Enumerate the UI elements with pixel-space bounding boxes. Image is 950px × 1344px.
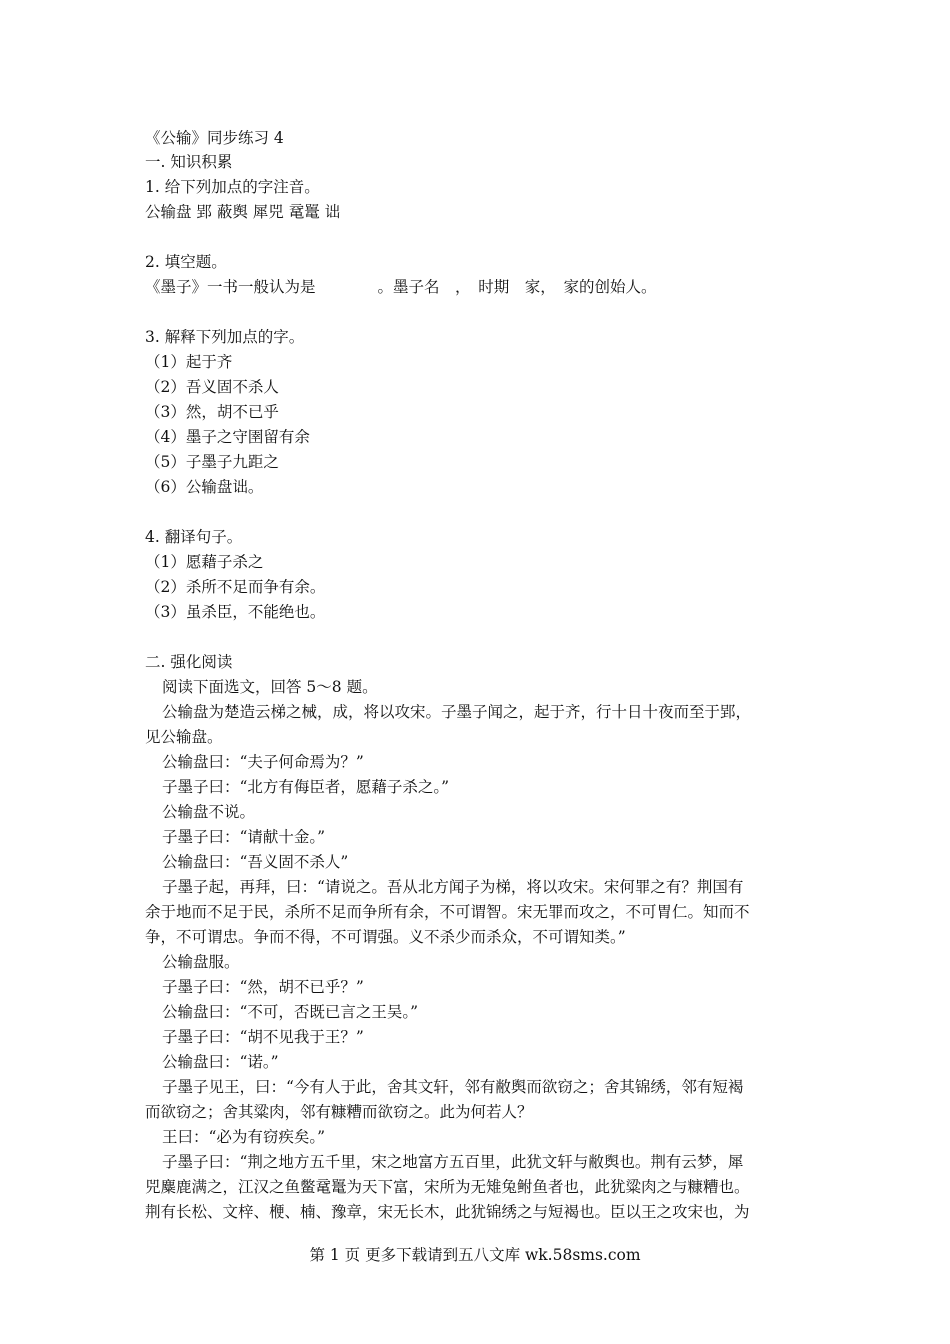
passage-line: 争，不可谓忠。争而不得，不可谓强。义不杀少而杀众，不可谓知类。”	[145, 928, 626, 946]
passage-line: 子墨子曰：“北方有侮臣者，愿藉子杀之。”	[162, 778, 450, 796]
question-3-item: （2）吾义固不杀人	[145, 378, 279, 396]
passage-line: 公输盘曰：“不可，否既已言之王吴。”	[162, 1003, 419, 1021]
question-3-item: （3）然，胡不已乎	[145, 403, 279, 421]
passage-line: 子墨子曰：“请献十金。”	[162, 828, 326, 846]
passage-line: 子墨子曰：“胡不见我于王？”	[162, 1028, 364, 1046]
section-heading-2: 二. 强化阅读	[145, 653, 233, 671]
question-4-item: （1）愿藉子杀之	[145, 553, 264, 571]
question-3-item: （6）公输盘诎。	[145, 478, 264, 496]
passage-line: 公输盘不说。	[162, 803, 256, 821]
passage-line: 子墨子见王，曰：“今有人于此，舍其文轩，邻有敝舆而欲窃之；舍其锦绣，邻有短褐	[162, 1078, 744, 1096]
question-3-item: （4）墨子之守圉留有余	[145, 428, 310, 446]
passage-line: 子墨子曰：“然，胡不已乎？”	[162, 978, 364, 996]
question-4-item: （2）杀所不足而争有余。	[145, 578, 326, 596]
passage-line: 而欲窃之；舍其粱肉，邻有糠糟而欲窃之。此为何若人？	[145, 1103, 533, 1121]
passage-line: 见公输盘。	[145, 728, 223, 746]
passage-line: 公输盘服。	[162, 953, 240, 971]
passage-line: 公输盘曰：“夫子何命焉为？”	[162, 753, 364, 771]
page-footer: 第 1 页 更多下载请到五八文库 wk.58sms.com	[309, 1246, 641, 1264]
reading-intro: 阅读下面选文，回答 5～8 题。	[162, 678, 378, 696]
question-3-item: （1）起于齐	[145, 353, 233, 371]
passage-line: 子墨子曰：“荆之地方五千里，宋之地富方五百里，此犹文轩与敝舆也。荆有云梦，犀	[162, 1153, 744, 1171]
question-4-prompt: 4. 翻译句子。	[145, 528, 243, 546]
question-3-item: （5）子墨子九距之	[145, 453, 279, 471]
question-2-text: 《墨子》一书一般认为是 。墨子名 ， 时期 家， 家的创始人。	[145, 278, 657, 296]
question-1-prompt: 1. 给下列加点的字注音。	[145, 178, 320, 196]
passage-line: 公输盘曰：“吾义固不杀人”	[162, 853, 349, 871]
passage-line: 兕麋鹿满之，江汉之鱼鳖鼋鼍为天下富，宋所为无雉兔鲋鱼者也，此犹粱肉之与糠糟也。	[145, 1178, 750, 1196]
question-1-words: 公输盘 郢 蔽舆 犀兕 鼋鼍 诎	[145, 203, 341, 221]
passage-line: 荆有长松、文梓、楩、楠、豫章，宋无长木，此犹锦绣之与短褐也。臣以王之攻宋也，为	[145, 1203, 750, 1221]
question-4-item: （3）虽杀臣，不能绝也。	[145, 603, 326, 621]
question-2-prompt: 2. 填空题。	[145, 253, 227, 271]
passage-line: 子墨子起，再拜，曰：“请说之。吾从北方闻子为梯，将以攻宋。宋何罪之有？荆国有	[162, 878, 744, 896]
passage-line: 王曰：“必为有窃疾矣。”	[162, 1128, 326, 1146]
document-title: 《公输》同步练习 4	[145, 129, 284, 147]
passage-line: 公输盘为楚造云梯之械，成，将以攻宋。子墨子闻之，起于齐，行十日十夜而至于郢，	[162, 703, 752, 721]
passage-line: 余于地而不足于民，杀所不足而争所有余，不可谓智。宋无罪而攻之，不可胃仁。知而不	[145, 903, 750, 921]
section-heading-1: 一. 知识积累	[145, 153, 233, 171]
question-3-prompt: 3. 解释下列加点的字。	[145, 328, 305, 346]
passage-line: 公输盘曰：“诺。”	[162, 1053, 279, 1071]
